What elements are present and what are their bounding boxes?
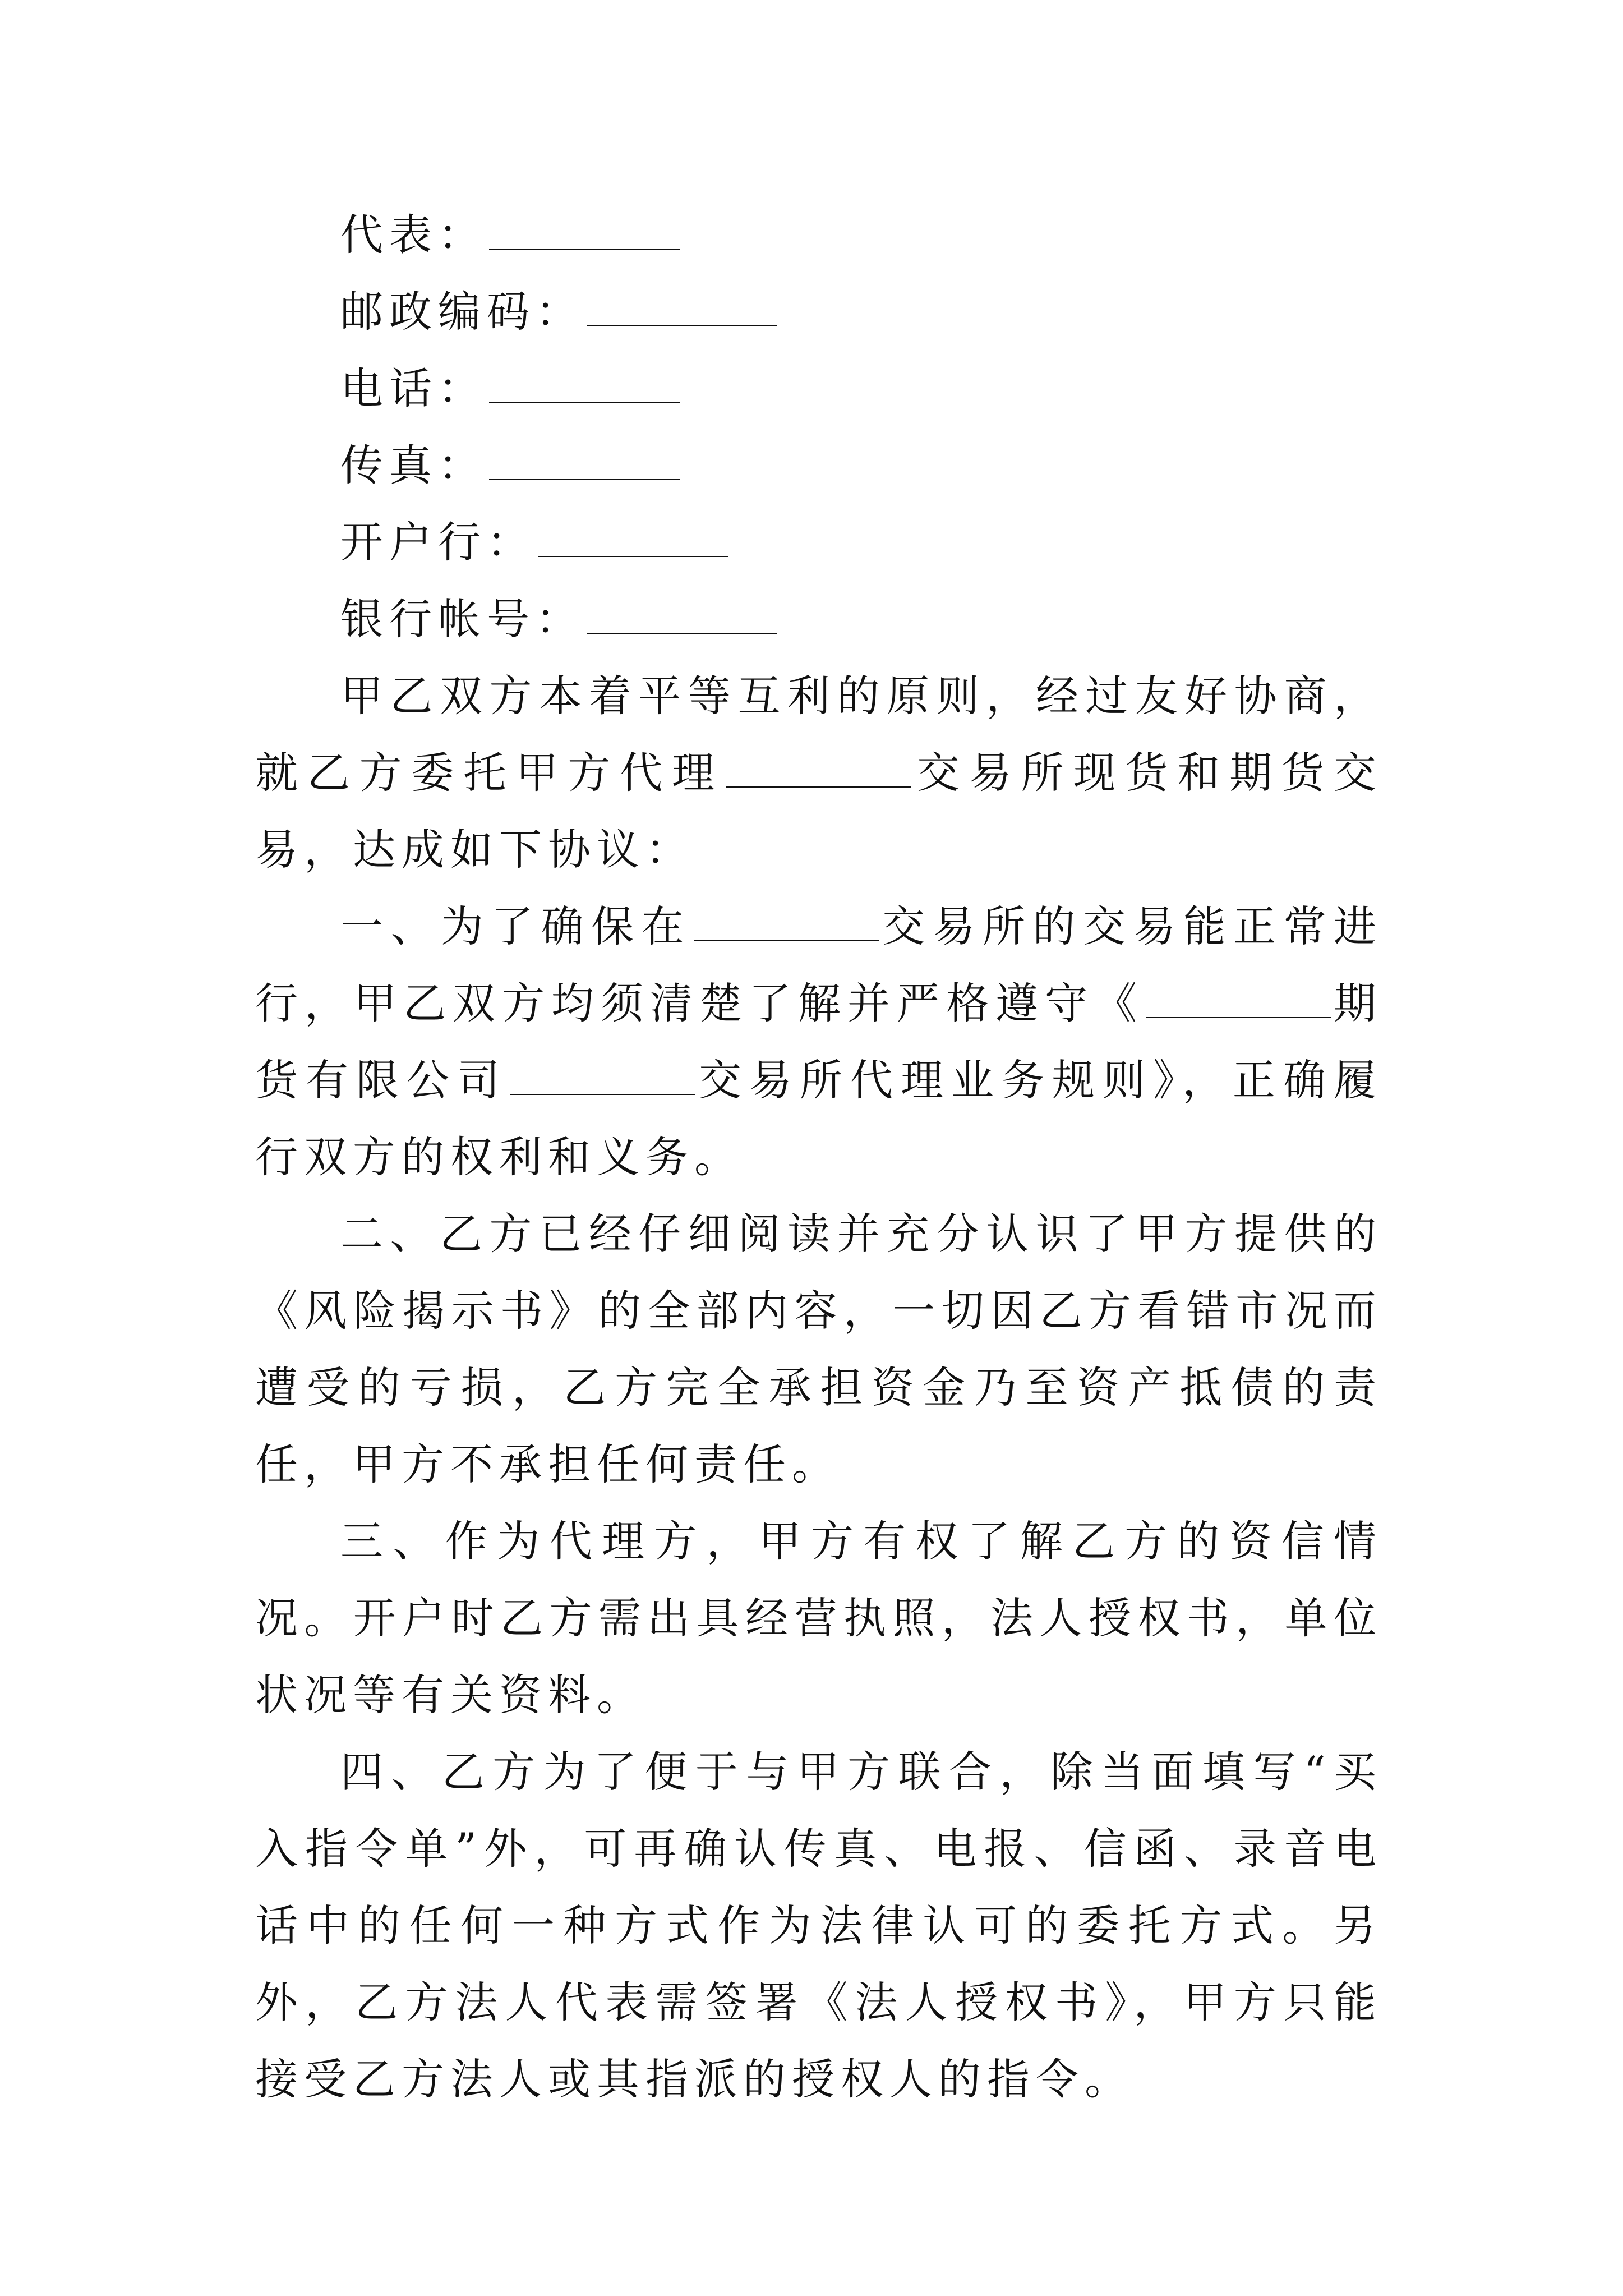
blank-line [694,901,879,941]
blank-line [489,363,680,403]
document-body [255,196,1382,2118]
clause-1-text-a: 一、为了确保在 [340,901,691,951]
intro-paragraph [255,657,1382,888]
field-label: 代表： [340,210,487,260]
intro-text-b: 交易所现货和期货交易，达成如下协议： [255,748,1382,875]
bank-account-field [255,581,1382,657]
blank-line [726,747,911,788]
phone-field [255,350,1382,427]
field-label: 电话： [340,364,487,413]
blank-line [587,593,777,634]
clause-1 [255,888,1382,1195]
bank-field [255,504,1382,581]
clause-1-text-b: 交易所的交易能正常进行，甲乙双方均须清楚了解并严格遵守《 [255,901,1383,1028]
blank-line [489,209,680,250]
blank-line [510,1055,695,1095]
intro-text-a: 甲乙双方本着平等互利的原则，经过友好协商，就乙方委托甲方代理 [255,671,1382,798]
postal-code-field [255,273,1382,350]
clause-2: 二、乙方已经仔细阅读并充分认识了甲方提供的《风险揭示书》的全部内容，一切因乙方看错市况而遭受的亏损，乙方完全承担资金乃至资产抵债的责任，甲方不承担任何责任。 [255,1209,1382,1489]
field-label: 传真： [340,440,487,490]
field-label: 开户行： [340,517,536,567]
field-label: 银行帐号： [340,594,584,644]
clause-3: 三、作为代理方，甲方有权了解乙方的资信情况。开户时乙方需出具经营执照，法人授权书，单位状况等有关资料。 [255,1516,1382,1720]
clause-4: 四、乙方为了便于与甲方联合，除当面填写“买入指令单”外，可再确认传真、电报、信函、录音电话中的任何一种方式作为法律认可的委托方式。另外，乙方法人代表需签署《法人授权书》，甲方只能接受乙方法人或其指派的授权人的指令。 [255,1747,1382,2104]
blank-line [1146,978,1331,1018]
clause-1-text-d: 交易所代理业务规则》，正确履行双方的权利和义务。 [255,1055,1382,1182]
field-label: 邮政编码： [340,287,584,337]
clause-1-text-c: 期货有限公司 [255,978,1382,1105]
representative-field [255,196,1382,273]
blank-line [489,440,680,480]
blank-line [538,517,728,557]
blank-line [587,286,777,326]
fax-field [255,427,1382,504]
